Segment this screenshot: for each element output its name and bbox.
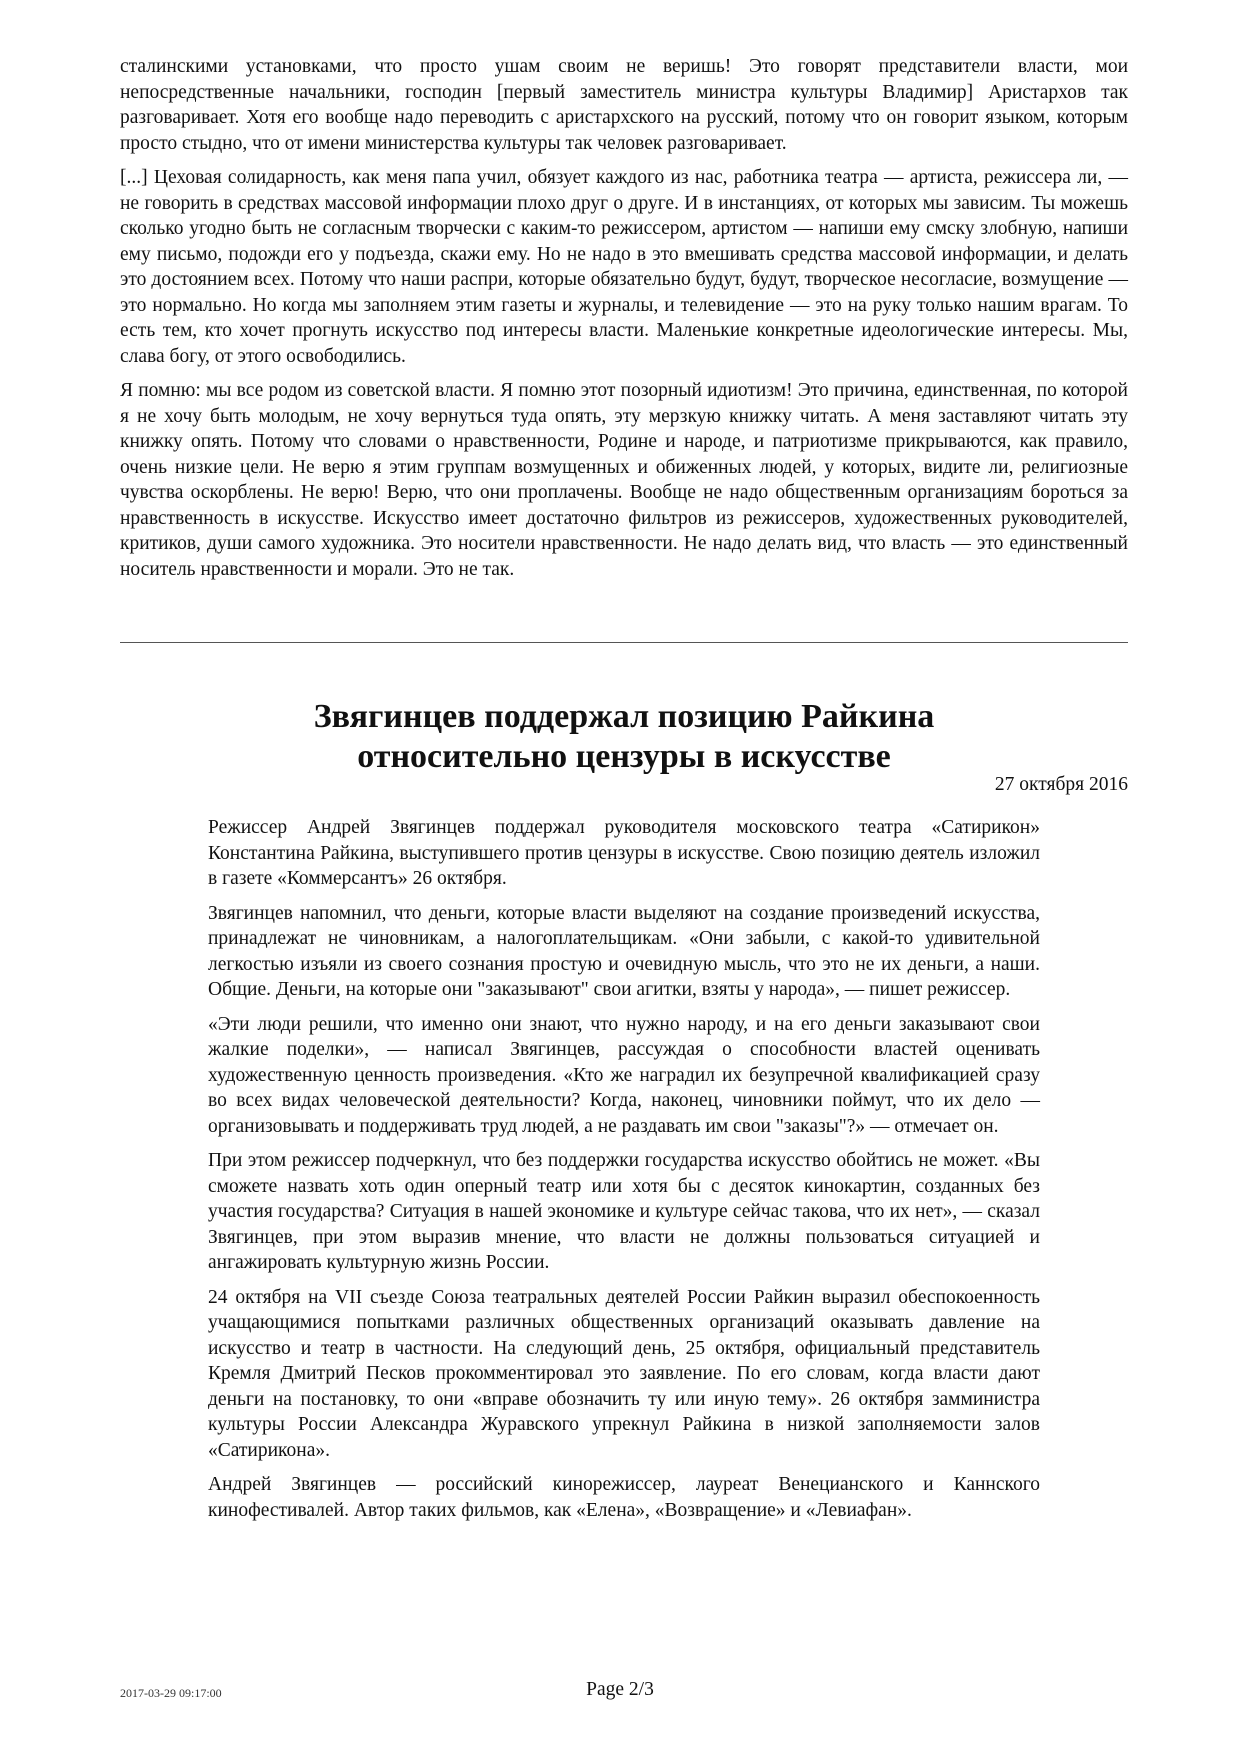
paragraph: «Эти люди решили, что именно они знают, что нужно народу, и на его деньги заказывают свои жалкие поделки», — написал Звягинцев, рассуждая о способности властей оценивать художественную ценность произведения. «Кто же наградил их безупречной квалификацией сразу во всех видах человеческой деятельности? Когда, наконец, чиновники поймут, что их дело — организовывать и поддерживать труд людей, а не раздавать им свои "заказы"?» — отмечает он. xyxy=(208,1013,1040,1137)
paragraph: 24 октября на VII съезде Союза театральных деятелей России Райкин выразил обеспокоенность учащающимися попытками различных общественных организаций оказывать давление на искусство и театр в частности. На следующий день, 25 октября, официальный представитель Кремля Дмитрий Песков прокомментировал это заявление. По его словам, когда власти дают деньги на постановку, то они «вправе обозначить ту или иную тему». 26 октября замминистра культуры России Александра Журавского упрекнул Райкина в низкой заполняемости залов «Сатирикона». xyxy=(208,1286,1040,1461)
article-date: 27 октября 2016 xyxy=(994,774,1128,795)
paragraph: сталинскими установками, что просто ушам своим не веришь! Это говорят представители власти, мои непосредственные начальники, господин [первый заместитель министра культуры Владимир] Аристархов так разговаривает. Хотя его вообще надо переводить с аристархского на русский, потому что он говорит языком, которым просто стыдно, что от имени министерства культуры так человек разговаривает. xyxy=(120,56,1128,154)
article-title-line-2: относительно цензуры в искусстве xyxy=(357,738,891,775)
paragraph: Режиссер Андрей Звягинцев поддержал руководителя московского театра «Сатирикон» Константина Райкина, выступившего против цензуры в искусстве. Свою позицию деятель изложил в газете «Коммерсантъ» 26 октября. xyxy=(208,817,1040,889)
section-divider xyxy=(120,642,1128,643)
paragraph: Андрей Звягинцев — российский кинорежиссер, лауреат Венецианского и Каннского кинофестивалей. Автор таких фильмов, как «Елена», «Возвращение» и «Левиафан». xyxy=(208,1474,1040,1521)
article-body xyxy=(208,815,1040,1532)
paragraph: При этом режиссер подчеркнул, что без поддержки государства искусство обойтись не может. «Вы сможете назвать хоть один оперный театр или хотя бы с десяток кинокартин, созданных без участия государства? Ситуация в нашей экономике и культуре сейчас такова, что их нет», — сказал Звягинцев, при этом выразив мнение, что власти не должны пользоваться ситуацией и ангажировать культурную жизнь России. xyxy=(208,1150,1040,1273)
article-title-line-1: Звягинцев поддержал позицию Райкина xyxy=(313,698,935,735)
print-timestamp: 2017-03-29 09:17:00 xyxy=(120,1686,222,1700)
article-title xyxy=(120,697,1128,777)
paragraph: Звягинцев напомнил, что деньги, которые власти выделяют на создание произведений искусства, принадлежат не чиновникам, а налогоплательщикам. «Они забыли, с какой-то удивительной легкостью изъяли из своего сознания простую и очевидную мысль, что это не их деньги, а наши. Общие. Деньги, на которые они "заказывают" свои агитки, взяты у народа», — пишет режиссер. xyxy=(208,902,1040,1000)
paragraph: Я помню: мы все родом из советской власти. Я помню этот позорный идиотизм! Это причина, единственная, по которой я не хочу быть молодым, не хочу вернуться туда опять, эту мерзкую книжку читать. А меня заставляют читать эту книжку опять. Потому что словами о нравственности, Родине и народе, и патриотизме прикрываются, как правило, очень низкие цели. Не верю я этим группам возмущенных и обиженных людей, у которых, видите ли, религиозные чувства оскорблены. Не верю! Верю, что они проплачены. Вообще не надо общественным организациям бороться за нравственность в искусстве. Искусство имеет достаточно фильтров из режиссеров, художественных руководителей, критиков, души самого художника. Это носители нравственности. Не надо делать вид, что власть — это единственный носитель нравственности и морали. Это не так. xyxy=(120,380,1128,580)
paragraph: [...] Цеховая солидарность, как меня папа учил, обязует каждого из нас, работника театра — артиста, режиссера ли, — не говорить в средствах массовой информации плохо друг о друге. И в инстанциях, от которых мы зависим. Ты можешь сколько угодно быть не согласным творчески с каким-то режиссером, артистом — напиши ему смску злобную, напиши ему письмо, подожди его у подъезда, скажи ему. Но не надо в это вмешивать средства массовой информации, и делать это достоянием всех. Потому что наши распри, которые обязательно будут, будут, творческое несогласие, возмущение — это нормально. Но когда мы заполняем этим газеты и журналы, и телевидение — это на руку только нашим врагам. То есть тем, кто хочет прогнуть искусство под интересы власти. Маленькие конкретные идеологические интересы. Мы, слава богу, от этого освободились. xyxy=(120,167,1128,367)
previous-article-continuation xyxy=(120,54,1128,591)
page-number: Page 2/3 xyxy=(586,1679,654,1700)
